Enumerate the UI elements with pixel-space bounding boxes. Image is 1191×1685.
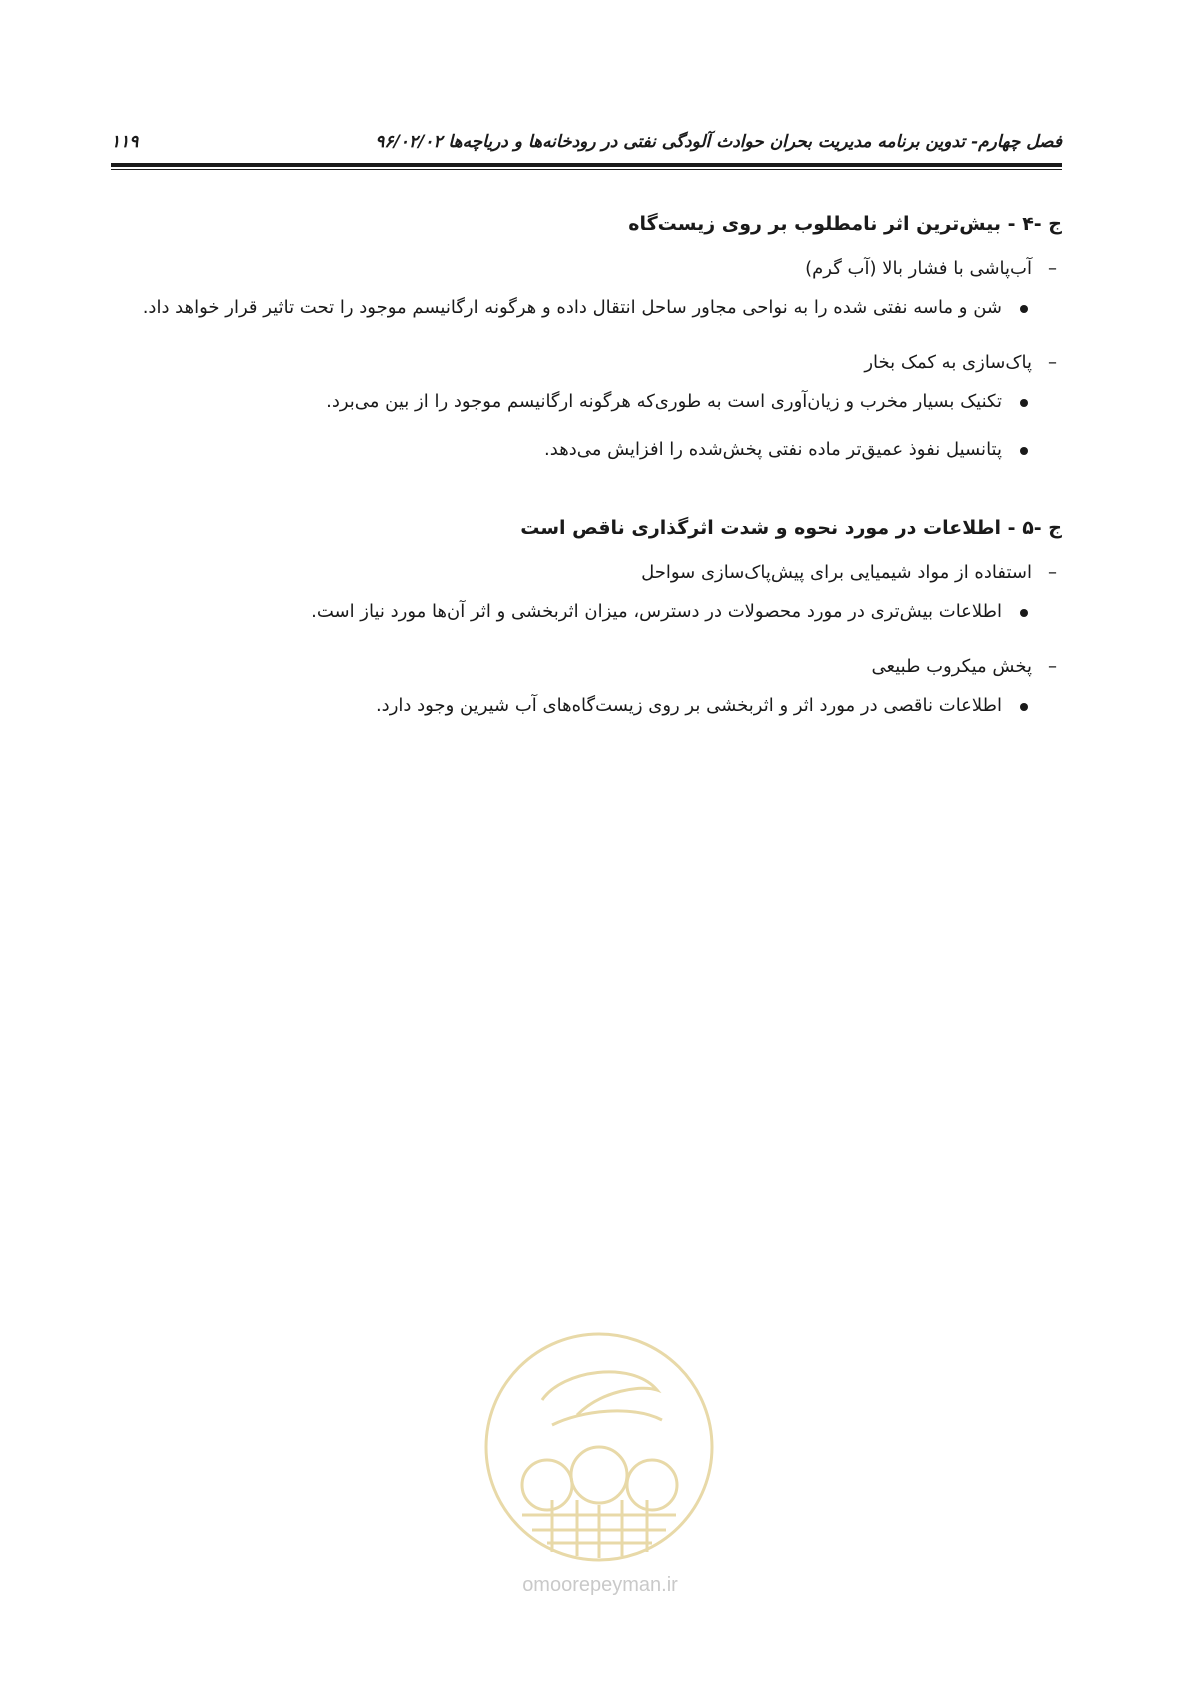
page-header xyxy=(111,128,1062,156)
chapter-title: فصل چهارم- تدوین برنامه مدیریت بحران حوادث آلودگی نفتی در رودخانه‌ها و دریاچه‌ها ۹۶/۰۲/۰۲ xyxy=(375,132,1062,152)
dash-item: – آب‌پاشی با فشار بالا (آب گرم) xyxy=(111,254,1062,284)
section-c5 xyxy=(111,514,1062,730)
section-heading: ج -۴ - بیش‌ترین اثر نامطلوب بر روی زیست‌گاه xyxy=(628,213,1062,235)
bullet-icon xyxy=(1020,703,1028,711)
dash-item: – پاک‌سازی به کمک بخار xyxy=(111,348,1062,378)
section-c4 xyxy=(111,210,1062,474)
document-body xyxy=(111,210,1062,730)
bullet-item: پتانسیل نفوذ عمیق‌تر ماده نفتی پخش‌شده را افزایش می‌دهد. xyxy=(111,426,1062,474)
bullet-item: شن و ماسه نفتی شده را به نواحی مجاور ساحل انتقال داده و هرگونه ارگانیسم موجود را تحت تاثیر قرار خواهد داد. xyxy=(111,284,1062,332)
dash-item: – پخش میکروب طبیعی xyxy=(111,652,1062,682)
header-rule-thin xyxy=(111,169,1062,170)
header-rule-thick xyxy=(111,163,1062,167)
bullet-icon xyxy=(1020,447,1028,455)
dash-item: – استفاده از مواد شیمیایی برای پیش‌پاک‌سازی سواحل xyxy=(111,558,1062,588)
watermark-site: omoorepeyman.ir xyxy=(522,1574,678,1596)
bullet-icon xyxy=(1020,305,1028,313)
bullet-item: اطلاعات ناقصی در مورد اثر و اثربخشی بر روی زیست‌گاه‌های آب شیرین وجود دارد. xyxy=(111,682,1062,730)
bullet-icon xyxy=(1020,609,1028,617)
bullet-icon xyxy=(1020,399,1028,407)
page-number: ۱۱۹ xyxy=(111,132,139,152)
section-heading: ج -۵ - اطلاعات در مورد نحوه و شدت اثرگذاری ناقص است xyxy=(520,517,1062,539)
bullet-item: تکنیک بسیار مخرب و زیان‌آوری است به طوری‌که هرگونه ارگانیسم موجود را از بین می‌برد. xyxy=(111,378,1062,426)
watermark-logo-icon xyxy=(482,1330,716,1564)
bullet-item: اطلاعات بیش‌تری در مورد محصولات در دسترس، میزان اثربخشی و اثر آن‌ها مورد نیاز است. xyxy=(111,588,1062,636)
